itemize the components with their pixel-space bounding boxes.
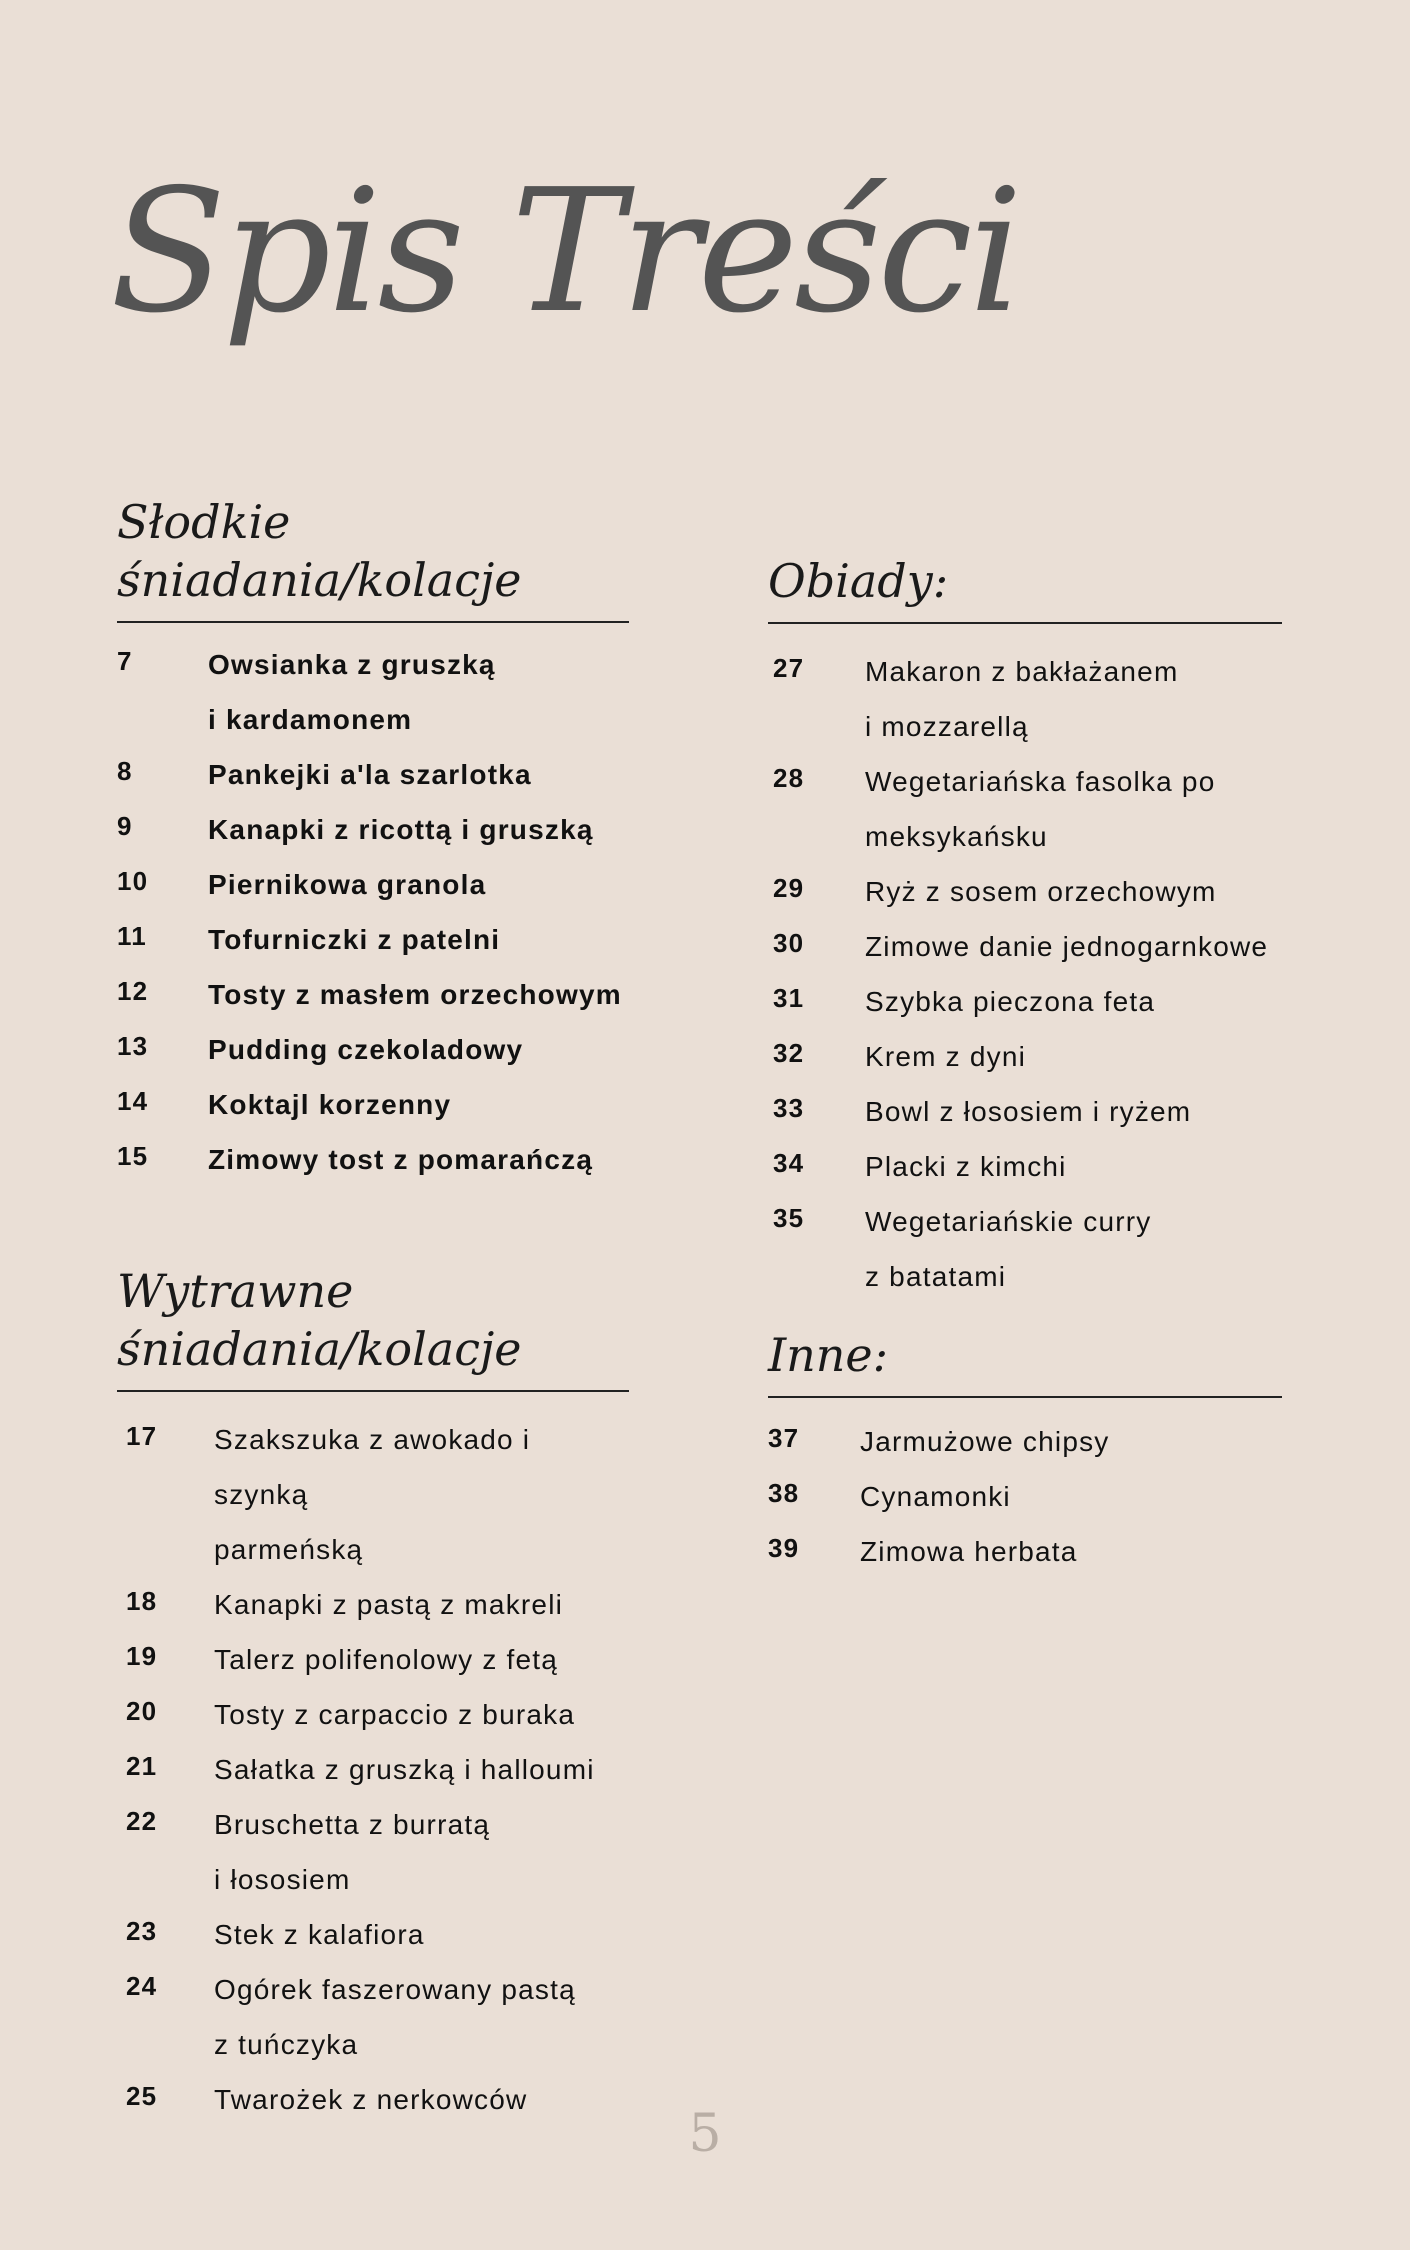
toc-entry-title: Stek z kalafiora: [214, 1919, 425, 1950]
toc-page-number: 12: [117, 976, 149, 1006]
toc-page-number: 17: [126, 1421, 158, 1451]
toc-entry[interactable]: [768, 1194, 1282, 1304]
toc-entry-title: Zimowa herbata: [860, 1536, 1078, 1567]
section-divider: [117, 621, 629, 623]
section-divider: [768, 622, 1282, 624]
section-heading: Inne:: [768, 1328, 889, 1382]
toc-page-number: 31: [773, 983, 805, 1013]
toc-page-number: 28: [773, 763, 805, 793]
section-heading-line: śniadania/kolacje: [117, 553, 522, 607]
toc-entry-title: Sałatka z gruszką i halloumi: [214, 1754, 595, 1785]
toc-entry-title: Tosty z masłem orzechowym: [208, 979, 622, 1010]
toc-list: [117, 637, 629, 1187]
toc-page-number: 20: [126, 1696, 158, 1726]
toc-entry[interactable]: [117, 637, 629, 747]
toc-entry[interactable]: [768, 974, 1282, 1029]
toc-entry-title: meksykańsku: [865, 821, 1048, 852]
toc-page-number: 34: [773, 1148, 805, 1178]
toc-page-number: 38: [768, 1478, 800, 1508]
toc-entry[interactable]: [768, 919, 1282, 974]
toc-page-number: 37: [768, 1423, 800, 1453]
toc-entry[interactable]: [117, 747, 629, 802]
toc-entry-title: z batatami: [865, 1261, 1007, 1292]
toc-entry-title: Kanapki z ricottą i gruszką: [208, 814, 594, 845]
toc-entry-title: Tofurniczki z patelni: [208, 924, 501, 955]
toc-page-number: 9: [117, 811, 133, 841]
toc-entry-title: Szybka pieczona feta: [865, 986, 1156, 1017]
toc-entry-title: Owsianka z gruszką: [208, 649, 496, 680]
toc-page-number: 13: [117, 1031, 149, 1061]
page-number: 5: [688, 2104, 722, 2164]
toc-entry-title: Piernikowa granola: [208, 869, 487, 900]
toc-entry-title: z tuńczyka: [214, 2029, 359, 2060]
section-heading-line: śniadania/kolacje: [117, 1322, 522, 1376]
toc-entry[interactable]: [117, 1632, 629, 1687]
toc-entry-title: Szakszuka z awokado i szynką: [214, 1424, 531, 1510]
toc-entry[interactable]: [117, 1907, 629, 1962]
toc-list: [768, 1414, 1282, 1579]
toc-entry[interactable]: [117, 1022, 629, 1077]
section-inne: [768, 1326, 1282, 1579]
toc-entry[interactable]: [117, 1577, 629, 1632]
toc-page-number: 14: [117, 1086, 149, 1116]
toc-entry-title: Jarmużowe chipsy: [860, 1426, 1110, 1457]
toc-entry-title: Pudding czekoladowy: [208, 1034, 524, 1065]
toc-entry-title: Wegetariańskie curry: [865, 1206, 1152, 1237]
toc-page-number: 24: [126, 1971, 158, 2001]
section-heading: [117, 1262, 629, 1378]
toc-page-number: 29: [773, 873, 805, 903]
toc-page-number: 21: [126, 1751, 158, 1781]
toc-entry[interactable]: [768, 1029, 1282, 1084]
toc-entry-title: Makaron z bakłażanem: [865, 656, 1179, 687]
toc-entry[interactable]: [768, 1084, 1282, 1139]
toc-page-number: 25: [126, 2081, 158, 2111]
toc-entry-title: Twarożek z nerkowców: [214, 2084, 528, 2115]
toc-entry-title: i kardamonem: [208, 704, 413, 735]
toc-page-number: 32: [773, 1038, 805, 1068]
toc-entry[interactable]: [117, 1962, 629, 2072]
toc-page-number: 33: [773, 1093, 805, 1123]
toc-entry-title: Cynamonki: [860, 1481, 1011, 1512]
toc-page-number: 30: [773, 928, 805, 958]
toc-entry[interactable]: [768, 1469, 1282, 1524]
toc-entry-title: Placki z kimchi: [865, 1151, 1067, 1182]
toc-page-number: 27: [773, 653, 805, 683]
toc-entry-title: Pankejki a'la szarlotka: [208, 759, 532, 790]
toc-entry-title: Ryż z sosem orzechowym: [865, 876, 1217, 907]
toc-entry[interactable]: [768, 864, 1282, 919]
section-divider: [768, 1396, 1282, 1398]
section-obiady: [768, 552, 1282, 1304]
toc-entry-title: Ogórek faszerowany pastą: [214, 1974, 576, 2005]
toc-entry[interactable]: [117, 1687, 629, 1742]
section-divider: [117, 1390, 629, 1392]
toc-entry[interactable]: [768, 644, 1282, 754]
section-slodkie: [117, 493, 629, 1187]
toc-entry-title: Krem z dyni: [865, 1041, 1027, 1072]
toc-list: [117, 1412, 629, 2127]
section-heading-line: Słodkie: [117, 495, 291, 549]
section-heading: [117, 493, 629, 609]
section-heading-line: Wytrawne: [117, 1264, 354, 1318]
toc-entry-title: Wegetariańska fasolka po: [865, 766, 1216, 797]
toc-entry-title: Zimowe danie jednogarnkowe: [865, 931, 1269, 962]
toc-entry[interactable]: [117, 1742, 629, 1797]
toc-page-number: 10: [117, 866, 149, 896]
toc-entry[interactable]: [768, 1139, 1282, 1194]
toc-entry-title: Koktajl korzenny: [208, 1089, 452, 1120]
toc-page-number: 15: [117, 1141, 149, 1171]
toc-page-number: 7: [117, 646, 133, 676]
toc-entry[interactable]: [117, 1412, 629, 1577]
toc-entry-title: parmeńską: [214, 1534, 364, 1565]
toc-page-number: 19: [126, 1641, 158, 1671]
toc-entry-title: Bowl z łososiem i ryżem: [865, 1096, 1192, 1127]
toc-page-number: 39: [768, 1533, 800, 1563]
toc-page-number: 8: [117, 756, 133, 786]
toc-entry[interactable]: [768, 1524, 1282, 1579]
toc-page-number: 11: [117, 921, 147, 951]
toc-page-number: 35: [773, 1203, 805, 1233]
toc-entry[interactable]: [117, 967, 629, 1022]
toc-page-number: 23: [126, 1916, 158, 1946]
toc-entry-title: i mozzarellą: [865, 711, 1029, 742]
page-title-text: Spis Treści: [110, 153, 1020, 351]
toc-entry[interactable]: [117, 1077, 629, 1132]
toc-entry-title: Talerz polifenolowy z fetą: [214, 1644, 559, 1675]
section-wytrawne: [117, 1262, 629, 2127]
page-title: [110, 120, 1020, 440]
toc-page-number: 18: [126, 1586, 158, 1616]
toc-entry[interactable]: [117, 1797, 629, 1907]
toc-entry-title: Tosty z carpaccio z buraka: [214, 1699, 576, 1730]
toc-entry[interactable]: [117, 1132, 629, 1187]
toc-entry[interactable]: [117, 857, 629, 912]
toc-page-number: 22: [126, 1806, 158, 1836]
toc-entry-title: Zimowy tost z pomarańczą: [208, 1144, 594, 1175]
toc-entry-title: Kanapki z pastą z makreli: [214, 1589, 564, 1620]
toc-entry-title: Bruschetta z burratą: [214, 1809, 491, 1840]
toc-list: [768, 644, 1282, 1304]
toc-entry[interactable]: [768, 1414, 1282, 1469]
section-heading: Obiady:: [768, 554, 949, 608]
toc-entry[interactable]: [117, 802, 629, 857]
toc-entry[interactable]: [768, 754, 1282, 864]
toc-entry[interactable]: [117, 912, 629, 967]
toc-entry-title: i łososiem: [214, 1864, 351, 1895]
